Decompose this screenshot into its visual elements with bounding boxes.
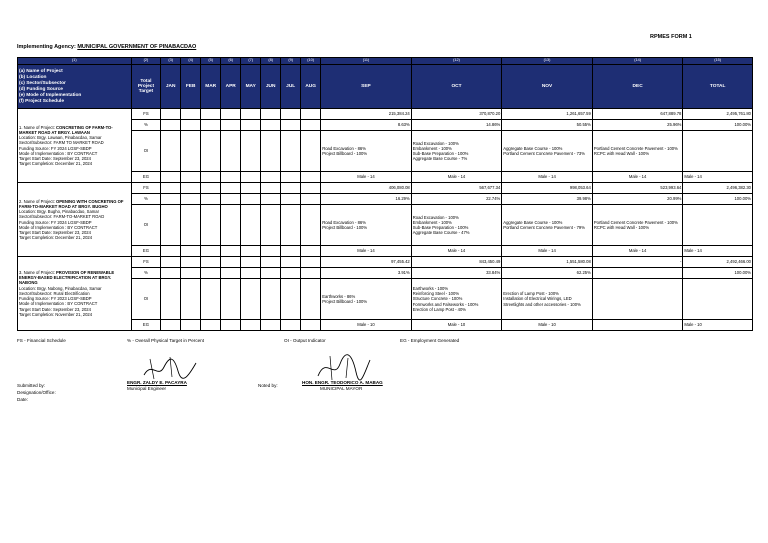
header-mar: MAR bbox=[201, 65, 221, 109]
empty-month-cell bbox=[201, 120, 221, 131]
header-row bbox=[18, 65, 753, 109]
row-type-label: FS bbox=[131, 257, 160, 268]
empty-month-cell bbox=[161, 109, 181, 120]
row-type-label: EG bbox=[131, 246, 160, 257]
empty-month-cell bbox=[181, 194, 201, 205]
project-detail: Target Completion: December 21, 2024 bbox=[19, 161, 93, 167]
cell-oct: Male - 10 bbox=[411, 320, 502, 331]
empty-month-cell bbox=[161, 120, 181, 131]
cell-total: 100.00% bbox=[683, 120, 753, 131]
header-left-line: (e) Mode of Implementation bbox=[19, 92, 82, 98]
header-sep: SEP bbox=[321, 65, 412, 109]
project-detail: Location: Brgy. Nabong, Pinabacdao, Samar bbox=[19, 285, 102, 291]
legend-oi: OI - Output Indicator bbox=[284, 338, 326, 343]
project-detail: Target Start Date: September 23, 2024 bbox=[19, 155, 91, 161]
row-type-label: EG bbox=[131, 320, 160, 331]
cell-total: 2,495,761.80 bbox=[683, 109, 753, 120]
output-indicator-line: Road Excavation - 86% bbox=[322, 145, 366, 151]
output-indicator-line: Streetlights and other accessories - 100% bbox=[503, 301, 581, 307]
empty-month-cell bbox=[181, 131, 201, 172]
header-nov: NOV bbox=[502, 65, 593, 109]
output-indicator-line: Earthworks - 86% bbox=[322, 293, 356, 299]
empty-month-cell bbox=[301, 194, 321, 205]
empty-month-cell bbox=[241, 194, 261, 205]
project-detail: Sector/Subsector: FARM TO MARKET ROAD bbox=[19, 140, 104, 146]
column-index-1: (1) bbox=[18, 58, 132, 65]
row-type-label: OI bbox=[131, 205, 160, 246]
output-indicator-line: Embankment - 100% bbox=[412, 219, 452, 225]
output-indicator-line: RCPC with Head Wall - 100% bbox=[593, 151, 650, 156]
output-indicator-line: Earthworks - 100% bbox=[412, 285, 449, 291]
project-detail: Target Start Date: September 23, 2024 bbox=[19, 306, 91, 312]
header-left-line: (c) Sector/Subsector bbox=[19, 80, 66, 86]
empty-month-cell bbox=[281, 279, 301, 320]
cell-sep bbox=[321, 205, 412, 246]
project-name-value: OPENING WITH CONCRETING OF FARM-TO-MARKET ROAD AT BRGY. BUGHO bbox=[19, 198, 124, 209]
column-index-row bbox=[18, 58, 753, 65]
output-indicator-line: Road Excavation - 86% bbox=[322, 219, 366, 225]
cell-oct: 33.84% bbox=[411, 268, 502, 279]
empty-month-cell bbox=[161, 183, 181, 194]
empty-month-cell bbox=[201, 246, 221, 257]
project-1-fs-row bbox=[18, 109, 753, 120]
project-2-info bbox=[18, 183, 132, 257]
empty-month-cell bbox=[221, 120, 241, 131]
empty-month-cell bbox=[241, 320, 261, 331]
project-detail: Mode of Implementation : BY CONTRACT bbox=[19, 301, 98, 307]
empty-month-cell bbox=[221, 279, 241, 320]
cell-nov: 50.55% bbox=[502, 120, 593, 131]
cell-dec bbox=[592, 320, 683, 331]
cell-sep: Male - 14 bbox=[321, 246, 412, 257]
output-indicator-line: Project Billboard - 100% bbox=[322, 151, 368, 156]
empty-month-cell bbox=[281, 257, 301, 268]
column-index-3: (3) bbox=[161, 58, 181, 65]
output-indicator-line: Aggregate Base Course - 100% bbox=[503, 145, 563, 151]
cell-sep: 406,080.08 bbox=[321, 183, 412, 194]
output-indicator-line: Project Billboard - 100% bbox=[322, 225, 368, 230]
row-type-label: OI bbox=[131, 131, 160, 172]
cell-oct: 22.74% bbox=[411, 194, 502, 205]
engineer-name: ENGR. ZALDY E. PACAYRA bbox=[127, 380, 187, 385]
cell-oct: 843,450.49 bbox=[411, 257, 502, 268]
empty-month-cell bbox=[181, 109, 201, 120]
output-indicator-line: Sub-Base Preparation - 100% bbox=[412, 151, 469, 156]
header-left-line: (f) Project Schedule bbox=[19, 98, 65, 104]
cell-total: 2,496,382.30 bbox=[683, 183, 753, 194]
column-index-7: (7) bbox=[241, 58, 261, 65]
cell-total bbox=[683, 205, 753, 246]
submitted-by-label: Submitted by: bbox=[17, 383, 46, 388]
output-indicator-line: Erection of Lamp Post - 40% bbox=[412, 306, 467, 312]
empty-month-cell bbox=[221, 183, 241, 194]
empty-month-cell bbox=[301, 109, 321, 120]
mayor-name: HON. ENGR. TEODORICO A. MABAG bbox=[302, 380, 383, 385]
cell-oct: 370,870.20 bbox=[411, 109, 502, 120]
header-total-project-target: Total Project Target bbox=[131, 65, 160, 109]
column-index-10: (10) bbox=[301, 58, 321, 65]
row-type-label: % bbox=[131, 268, 160, 279]
cell-oct: Male - 14 bbox=[411, 246, 502, 257]
empty-month-cell bbox=[241, 109, 261, 120]
row-type-label: EG bbox=[131, 172, 160, 183]
empty-month-cell bbox=[301, 120, 321, 131]
project-name bbox=[19, 270, 130, 286]
header-jul: JUL bbox=[281, 65, 301, 109]
output-indicator-line: Aggregate Base Course - 7% bbox=[412, 156, 468, 162]
row-type-label: OI bbox=[131, 279, 160, 320]
output-indicator-line: Structure Concrete - 100% bbox=[412, 296, 463, 302]
empty-month-cell bbox=[261, 194, 281, 205]
output-indicator-line: Formworks and Falseworks - 100% bbox=[412, 301, 479, 307]
cell-dec bbox=[592, 205, 683, 246]
empty-month-cell bbox=[221, 246, 241, 257]
header-feb: FEB bbox=[181, 65, 201, 109]
cell-total: Male - 14 bbox=[683, 246, 753, 257]
empty-month-cell bbox=[161, 320, 181, 331]
empty-month-cell bbox=[241, 268, 261, 279]
empty-month-cell bbox=[261, 268, 281, 279]
cell-oct bbox=[411, 205, 502, 246]
empty-month-cell bbox=[221, 320, 241, 331]
empty-month-cell bbox=[281, 194, 301, 205]
column-index-15: (15) bbox=[683, 58, 753, 65]
column-index-6: (6) bbox=[221, 58, 241, 65]
header-dec: DEC bbox=[592, 65, 683, 109]
project-name-value: CONCRETING OF FARM-TO-MARKET ROAD AT BRGY. LAWAAN bbox=[19, 124, 113, 135]
mayor-title: MUNICIPAL MAYOR bbox=[320, 386, 363, 391]
cell-nov: 39.98% bbox=[502, 194, 593, 205]
empty-month-cell bbox=[281, 109, 301, 120]
cell-sep: 215,384.24 bbox=[321, 109, 412, 120]
row-type-label: % bbox=[131, 194, 160, 205]
cell-nov: 998,053.64 bbox=[502, 183, 593, 194]
project-name-value: PROVISION OF RENEWABLE ENERGY-BASED ELECTRIFICATION AT BRGY. NABONG bbox=[19, 270, 115, 286]
empty-month-cell bbox=[221, 257, 241, 268]
project-name-prefix: 2. Name of Project: bbox=[19, 198, 57, 204]
output-indicator-line: Portland Cement Concrete Pavement - 100% bbox=[593, 219, 678, 225]
cell-dec: 20.99% bbox=[592, 194, 683, 205]
cell-total: Male - 10 bbox=[683, 320, 753, 331]
row-type-label: % bbox=[131, 120, 160, 131]
empty-month-cell bbox=[281, 320, 301, 331]
project-detail: Funding Source: FY 2024 LGSF-SBDP bbox=[19, 145, 92, 151]
agency-label: Implementing Agency: bbox=[17, 44, 76, 50]
cell-sep: 16.29% bbox=[321, 194, 412, 205]
empty-month-cell bbox=[201, 194, 221, 205]
cell-dec: 25.96% bbox=[592, 120, 683, 131]
empty-month-cell bbox=[261, 320, 281, 331]
project-3-info bbox=[18, 257, 132, 331]
empty-month-cell bbox=[161, 257, 181, 268]
cell-sep: 97,455.42 bbox=[321, 257, 412, 268]
project-detail: Sector/Subsector: FARM-TO-MARKET ROAD bbox=[19, 214, 105, 220]
column-index-2: (2) bbox=[131, 58, 160, 65]
empty-month-cell bbox=[181, 320, 201, 331]
project-detail: Target Completion: December 21, 2024 bbox=[19, 235, 93, 241]
empty-month-cell bbox=[261, 131, 281, 172]
empty-month-cell bbox=[281, 172, 301, 183]
empty-month-cell bbox=[301, 257, 321, 268]
empty-month-cell bbox=[241, 257, 261, 268]
empty-month-cell bbox=[301, 268, 321, 279]
empty-month-cell bbox=[161, 205, 181, 246]
legend-eg: EG - Employment Generated bbox=[400, 338, 460, 343]
project-name bbox=[19, 199, 130, 209]
empty-month-cell bbox=[201, 183, 221, 194]
cell-nov bbox=[502, 279, 593, 320]
legend-fs: FS - Financial Schedule bbox=[17, 338, 66, 343]
cell-nov: 1,551,580.08 bbox=[502, 257, 593, 268]
empty-month-cell bbox=[261, 109, 281, 120]
empty-month-cell bbox=[241, 131, 261, 172]
empty-month-cell bbox=[241, 279, 261, 320]
empty-month-cell bbox=[181, 205, 201, 246]
cell-total bbox=[683, 131, 753, 172]
header-jun: JUN bbox=[261, 65, 281, 109]
empty-month-cell bbox=[241, 183, 261, 194]
empty-month-cell bbox=[301, 183, 321, 194]
cell-sep: 8.63% bbox=[321, 120, 412, 131]
project-detail: Funding Source: FY 2024 LGSF-SBDP bbox=[19, 219, 92, 225]
project-detail: Mode of Implementation : BY CONTRACT bbox=[19, 150, 98, 156]
empty-month-cell bbox=[221, 205, 241, 246]
output-indicator-line: RCPC with Head Wall - 100% bbox=[593, 225, 650, 230]
project-detail: Funding Source: FY 2023 LGSF-SBDP bbox=[19, 296, 92, 302]
project-detail: Location: Brgy. Bugho, Pinabacdao, Samar bbox=[19, 209, 99, 215]
empty-month-cell bbox=[261, 120, 281, 131]
cell-sep: 3.91% bbox=[321, 268, 412, 279]
cell-oct: Male - 14 bbox=[411, 172, 502, 183]
empty-month-cell bbox=[221, 131, 241, 172]
row-type-label: FS bbox=[131, 109, 160, 120]
project-3-fs-row bbox=[18, 257, 753, 268]
engineer-title: Municipal Engineer bbox=[127, 386, 167, 391]
project-name-prefix: 1. Name of Project: bbox=[19, 124, 57, 130]
header-left-line: (b) Location bbox=[19, 74, 47, 80]
empty-month-cell bbox=[201, 172, 221, 183]
empty-month-cell bbox=[221, 268, 241, 279]
empty-month-cell bbox=[301, 279, 321, 320]
output-indicator-line: Installation of Electrical Wirings, LED bbox=[503, 296, 572, 302]
row-type-label: FS bbox=[131, 183, 160, 194]
output-indicator-line: Reinforcing Steel - 100% bbox=[412, 291, 460, 297]
output-indicator-line: Embankment - 100% bbox=[412, 145, 452, 151]
agency-name: MUNICIPAL GOVERNMENT OF PINABACDAO bbox=[77, 44, 197, 50]
date-label: Date: bbox=[17, 397, 28, 402]
header-oct: OCT bbox=[411, 65, 502, 109]
project-2-fs-row bbox=[18, 183, 753, 194]
empty-month-cell bbox=[181, 279, 201, 320]
header-total: TOTAL bbox=[683, 65, 753, 109]
empty-month-cell bbox=[161, 194, 181, 205]
cell-nov: 62.25% bbox=[502, 268, 593, 279]
project-detail: Location: Brgy. Lawaan, Pinabacdao, Samar bbox=[19, 135, 102, 141]
empty-month-cell bbox=[261, 279, 281, 320]
header-aug: AUG bbox=[301, 65, 321, 109]
empty-month-cell bbox=[181, 172, 201, 183]
empty-month-cell bbox=[261, 246, 281, 257]
cell-dec: Male - 14 bbox=[592, 246, 683, 257]
cell-sep: Male - 14 bbox=[321, 172, 412, 183]
cell-total: 100.00% bbox=[683, 268, 753, 279]
output-indicator-line: Portland Cement Concrete Pavement - 73% bbox=[503, 151, 585, 156]
column-index-8: (8) bbox=[261, 58, 281, 65]
empty-month-cell bbox=[301, 246, 321, 257]
cell-total: 2,492,466.00 bbox=[683, 257, 753, 268]
project-name-prefix: 3. Name of Project: bbox=[19, 270, 57, 276]
cell-oct bbox=[411, 279, 502, 320]
empty-month-cell bbox=[301, 172, 321, 183]
column-index-5: (5) bbox=[201, 58, 221, 65]
empty-month-cell bbox=[221, 194, 241, 205]
cell-total bbox=[683, 279, 753, 320]
output-indicator-line: Aggregate Base Course - 47% bbox=[412, 230, 470, 236]
mayor-block bbox=[302, 380, 383, 392]
empty-month-cell bbox=[201, 257, 221, 268]
empty-month-cell bbox=[181, 183, 201, 194]
project-detail: Sector/Subsector: Rural Electrification bbox=[19, 290, 90, 296]
column-index-11: (11) bbox=[321, 58, 412, 65]
header-apr: APR bbox=[221, 65, 241, 109]
column-index-13: (13) bbox=[502, 58, 593, 65]
project-1-info bbox=[18, 109, 132, 183]
empty-month-cell bbox=[201, 268, 221, 279]
empty-month-cell bbox=[161, 246, 181, 257]
output-indicator-line: Road Excavation - 100% bbox=[412, 140, 459, 146]
empty-month-cell bbox=[261, 205, 281, 246]
cell-oct: 14.86% bbox=[411, 120, 502, 131]
empty-month-cell bbox=[161, 131, 181, 172]
empty-month-cell bbox=[301, 205, 321, 246]
column-index-9: (9) bbox=[281, 58, 301, 65]
output-indicator-line: Sub-Base Preparation - 100% bbox=[412, 225, 469, 230]
cell-nov: 1,261,657.59 bbox=[502, 109, 593, 120]
project-detail: Target Start Date: September 23, 2024 bbox=[19, 229, 91, 235]
empty-month-cell bbox=[221, 172, 241, 183]
engineer-block bbox=[127, 380, 187, 392]
empty-month-cell bbox=[181, 120, 201, 131]
cell-dec: 523,993.64 bbox=[592, 183, 683, 194]
empty-month-cell bbox=[161, 268, 181, 279]
project-info-header bbox=[18, 65, 132, 109]
form-code: RPMES FORM 1 bbox=[650, 34, 692, 40]
cell-sep: Male - 10 bbox=[321, 320, 412, 331]
empty-month-cell bbox=[281, 246, 301, 257]
mayor-signature bbox=[312, 352, 372, 382]
empty-month-cell bbox=[241, 120, 261, 131]
engineer-signature bbox=[140, 353, 200, 383]
project-detail: Mode of Implementation : BY CONTRACT bbox=[19, 224, 98, 230]
column-index-12: (12) bbox=[411, 58, 502, 65]
designation-label: Designation/Office: bbox=[17, 390, 56, 395]
empty-month-cell bbox=[201, 279, 221, 320]
output-indicator-line: Erection of Lamp Post - 100% bbox=[503, 291, 559, 297]
empty-month-cell bbox=[281, 268, 301, 279]
header-jan: JAN bbox=[161, 65, 181, 109]
cell-sep bbox=[321, 131, 412, 172]
empty-month-cell bbox=[161, 279, 181, 320]
project-detail: Target Completion: November 21, 2024 bbox=[19, 311, 93, 317]
empty-month-cell bbox=[261, 257, 281, 268]
empty-month-cell bbox=[241, 172, 261, 183]
cell-oct bbox=[411, 131, 502, 172]
header-left-line: (a) Name of Project bbox=[19, 68, 63, 74]
empty-month-cell bbox=[221, 109, 241, 120]
cell-dec bbox=[592, 131, 683, 172]
cell-nov: Male - 14 bbox=[502, 172, 593, 183]
empty-month-cell bbox=[301, 131, 321, 172]
output-indicator-line: Portland Cement Concrete Pavement - 100% bbox=[593, 145, 678, 151]
empty-month-cell bbox=[281, 120, 301, 131]
output-indicator-line: Project Billboard - 100% bbox=[322, 299, 368, 304]
empty-month-cell bbox=[201, 320, 221, 331]
empty-month-cell bbox=[181, 268, 201, 279]
output-indicator-line: Aggregate Base Course - 100% bbox=[503, 219, 563, 225]
output-indicator-line: Portland Cement Concrete Pavement - 79% bbox=[503, 225, 585, 230]
empty-month-cell bbox=[201, 205, 221, 246]
cell-dec bbox=[592, 279, 683, 320]
project-name bbox=[19, 125, 130, 135]
legend-pct: % - Overall Physical Target in Percent bbox=[127, 338, 205, 343]
cell-total: Male - 14 bbox=[683, 172, 753, 183]
empty-month-cell bbox=[281, 131, 301, 172]
column-index-14: (14) bbox=[592, 58, 683, 65]
cell-nov bbox=[502, 205, 593, 246]
empty-month-cell bbox=[301, 320, 321, 331]
header-may: MAY bbox=[241, 65, 261, 109]
column-index-4: (4) bbox=[181, 58, 201, 65]
empty-month-cell bbox=[181, 257, 201, 268]
cell-nov: Male - 14 bbox=[502, 246, 593, 257]
cell-sep bbox=[321, 279, 412, 320]
empty-month-cell bbox=[241, 246, 261, 257]
cell-dec: 647,889.78 bbox=[592, 109, 683, 120]
cell-dec: - bbox=[592, 257, 683, 268]
empty-month-cell bbox=[261, 183, 281, 194]
noted-by-label: Noted by: bbox=[258, 383, 278, 388]
output-indicator-line: Road Excavation - 100% bbox=[412, 214, 459, 220]
cell-oct: 567,677.34 bbox=[411, 183, 502, 194]
cell-dec: Male - 14 bbox=[592, 172, 683, 183]
cell-dec bbox=[592, 268, 683, 279]
empty-month-cell bbox=[281, 183, 301, 194]
cell-nov bbox=[502, 131, 593, 172]
projects-body bbox=[18, 109, 753, 331]
empty-month-cell bbox=[181, 246, 201, 257]
cell-nov: Male - 10 bbox=[502, 320, 593, 331]
empty-month-cell bbox=[201, 109, 221, 120]
cell-total: 100.00% bbox=[683, 194, 753, 205]
empty-month-cell bbox=[161, 172, 181, 183]
empty-month-cell bbox=[241, 205, 261, 246]
header-left-line: (d) Funding Source bbox=[19, 86, 63, 92]
empty-month-cell bbox=[281, 205, 301, 246]
empty-month-cell bbox=[261, 172, 281, 183]
empty-month-cell bbox=[201, 131, 221, 172]
rpmes-table bbox=[17, 57, 753, 331]
implementing-agency bbox=[17, 44, 196, 50]
